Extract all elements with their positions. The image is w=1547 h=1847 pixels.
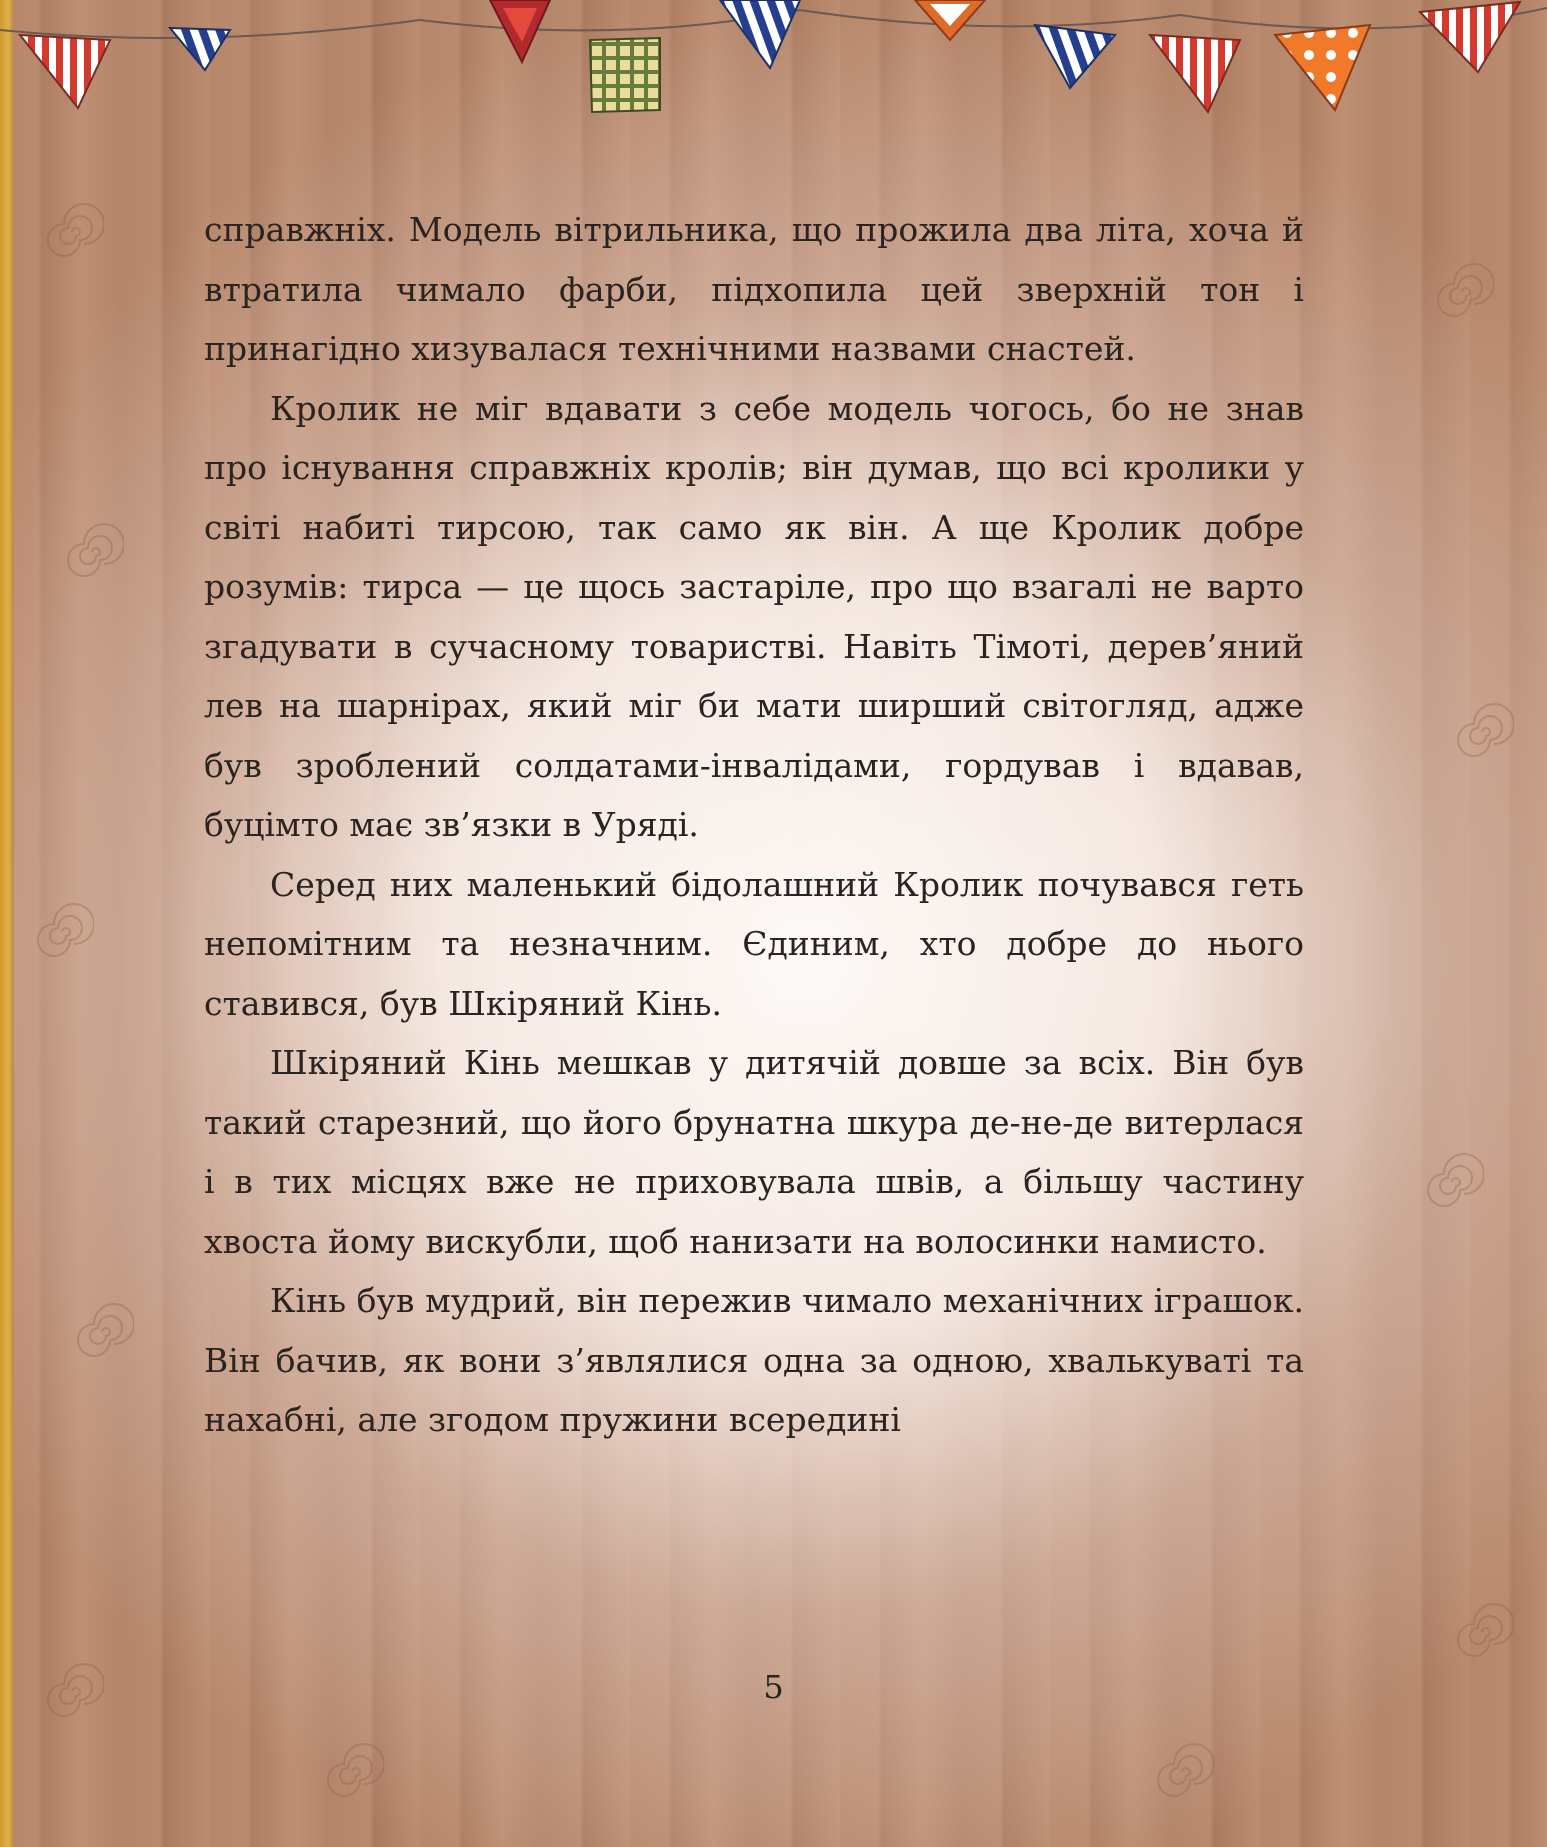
swirl-decoration	[1430, 260, 1494, 324]
swirl-decoration	[1420, 1150, 1484, 1214]
paragraph: Серед них маленький бідолашний Кролик почувався геть непомітним та незначним. Єдиним, хто добре до нього ставився, був Шкіряний Кінь.	[204, 864, 1304, 1023]
swirl-decoration	[30, 900, 94, 964]
swirl-decoration	[1450, 700, 1514, 764]
bunting-flag	[1150, 35, 1240, 112]
bunting-flag	[590, 38, 660, 112]
bunting-flag	[1275, 25, 1370, 110]
swirl-decoration	[60, 520, 124, 584]
bunting-flag	[1035, 25, 1115, 88]
paragraph: Шкіряний Кінь мешкав у дитячій довше за всіх. Він був такий старезний, що його брунатна шкура де-не-де витерлася і в тих місцях вже не приховувала швів, а більшу частину хвоста йому вискубли, щоб нанизати на волосинки намисто.	[204, 1043, 1304, 1261]
swirl-decoration	[40, 200, 104, 264]
swirl-decoration	[1150, 1740, 1214, 1804]
bunting-flag	[1420, 2, 1520, 72]
paragraph: Кінь був мудрий, він пережив чимало механічних іграшок. Він бачив, як вони з’являлися одна за одною, хвалькуваті та нахабні, але згодом пружини всередині	[204, 1281, 1304, 1439]
story-text	[204, 200, 1304, 1450]
bunting-garland	[0, 0, 1547, 140]
bunting-flag	[720, 0, 800, 68]
bunting-flag	[20, 35, 110, 108]
swirl-decoration	[320, 1740, 384, 1804]
page-number: 5	[763, 1668, 784, 1706]
bunting-flag	[170, 28, 230, 70]
swirl-decoration	[70, 1300, 134, 1364]
bunting-flag	[915, 0, 985, 40]
paragraph: Кролик не міг вдавати з себе модель чогось, бо не знав про існування справжніх кролів; він думав, що всі кролики у світі набиті тирсою, так само як він. А ще Кролик добре розумів: тирса — це щось застаріле, про що взагалі не варто згадувати в сучасному товаристві. Навіть Тімоті, дерев’яний лев на шарнірах, який міг би мати ширший світогляд, адже був зроблений солдатами-інвалідами, гордував і вдавав, буцімто має зв’язки в Уряді.	[204, 388, 1304, 844]
swirl-decoration	[1450, 1600, 1514, 1664]
paragraph: справжніх. Модель вітрильника, що прожила два літа, хоча й втратила чимало фарби, підхопила цей зверхній тон і принагідно хизувалася технічними назвами снастей.	[204, 210, 1304, 368]
bunting-flag	[490, 0, 550, 62]
page-edge	[0, 0, 14, 1847]
